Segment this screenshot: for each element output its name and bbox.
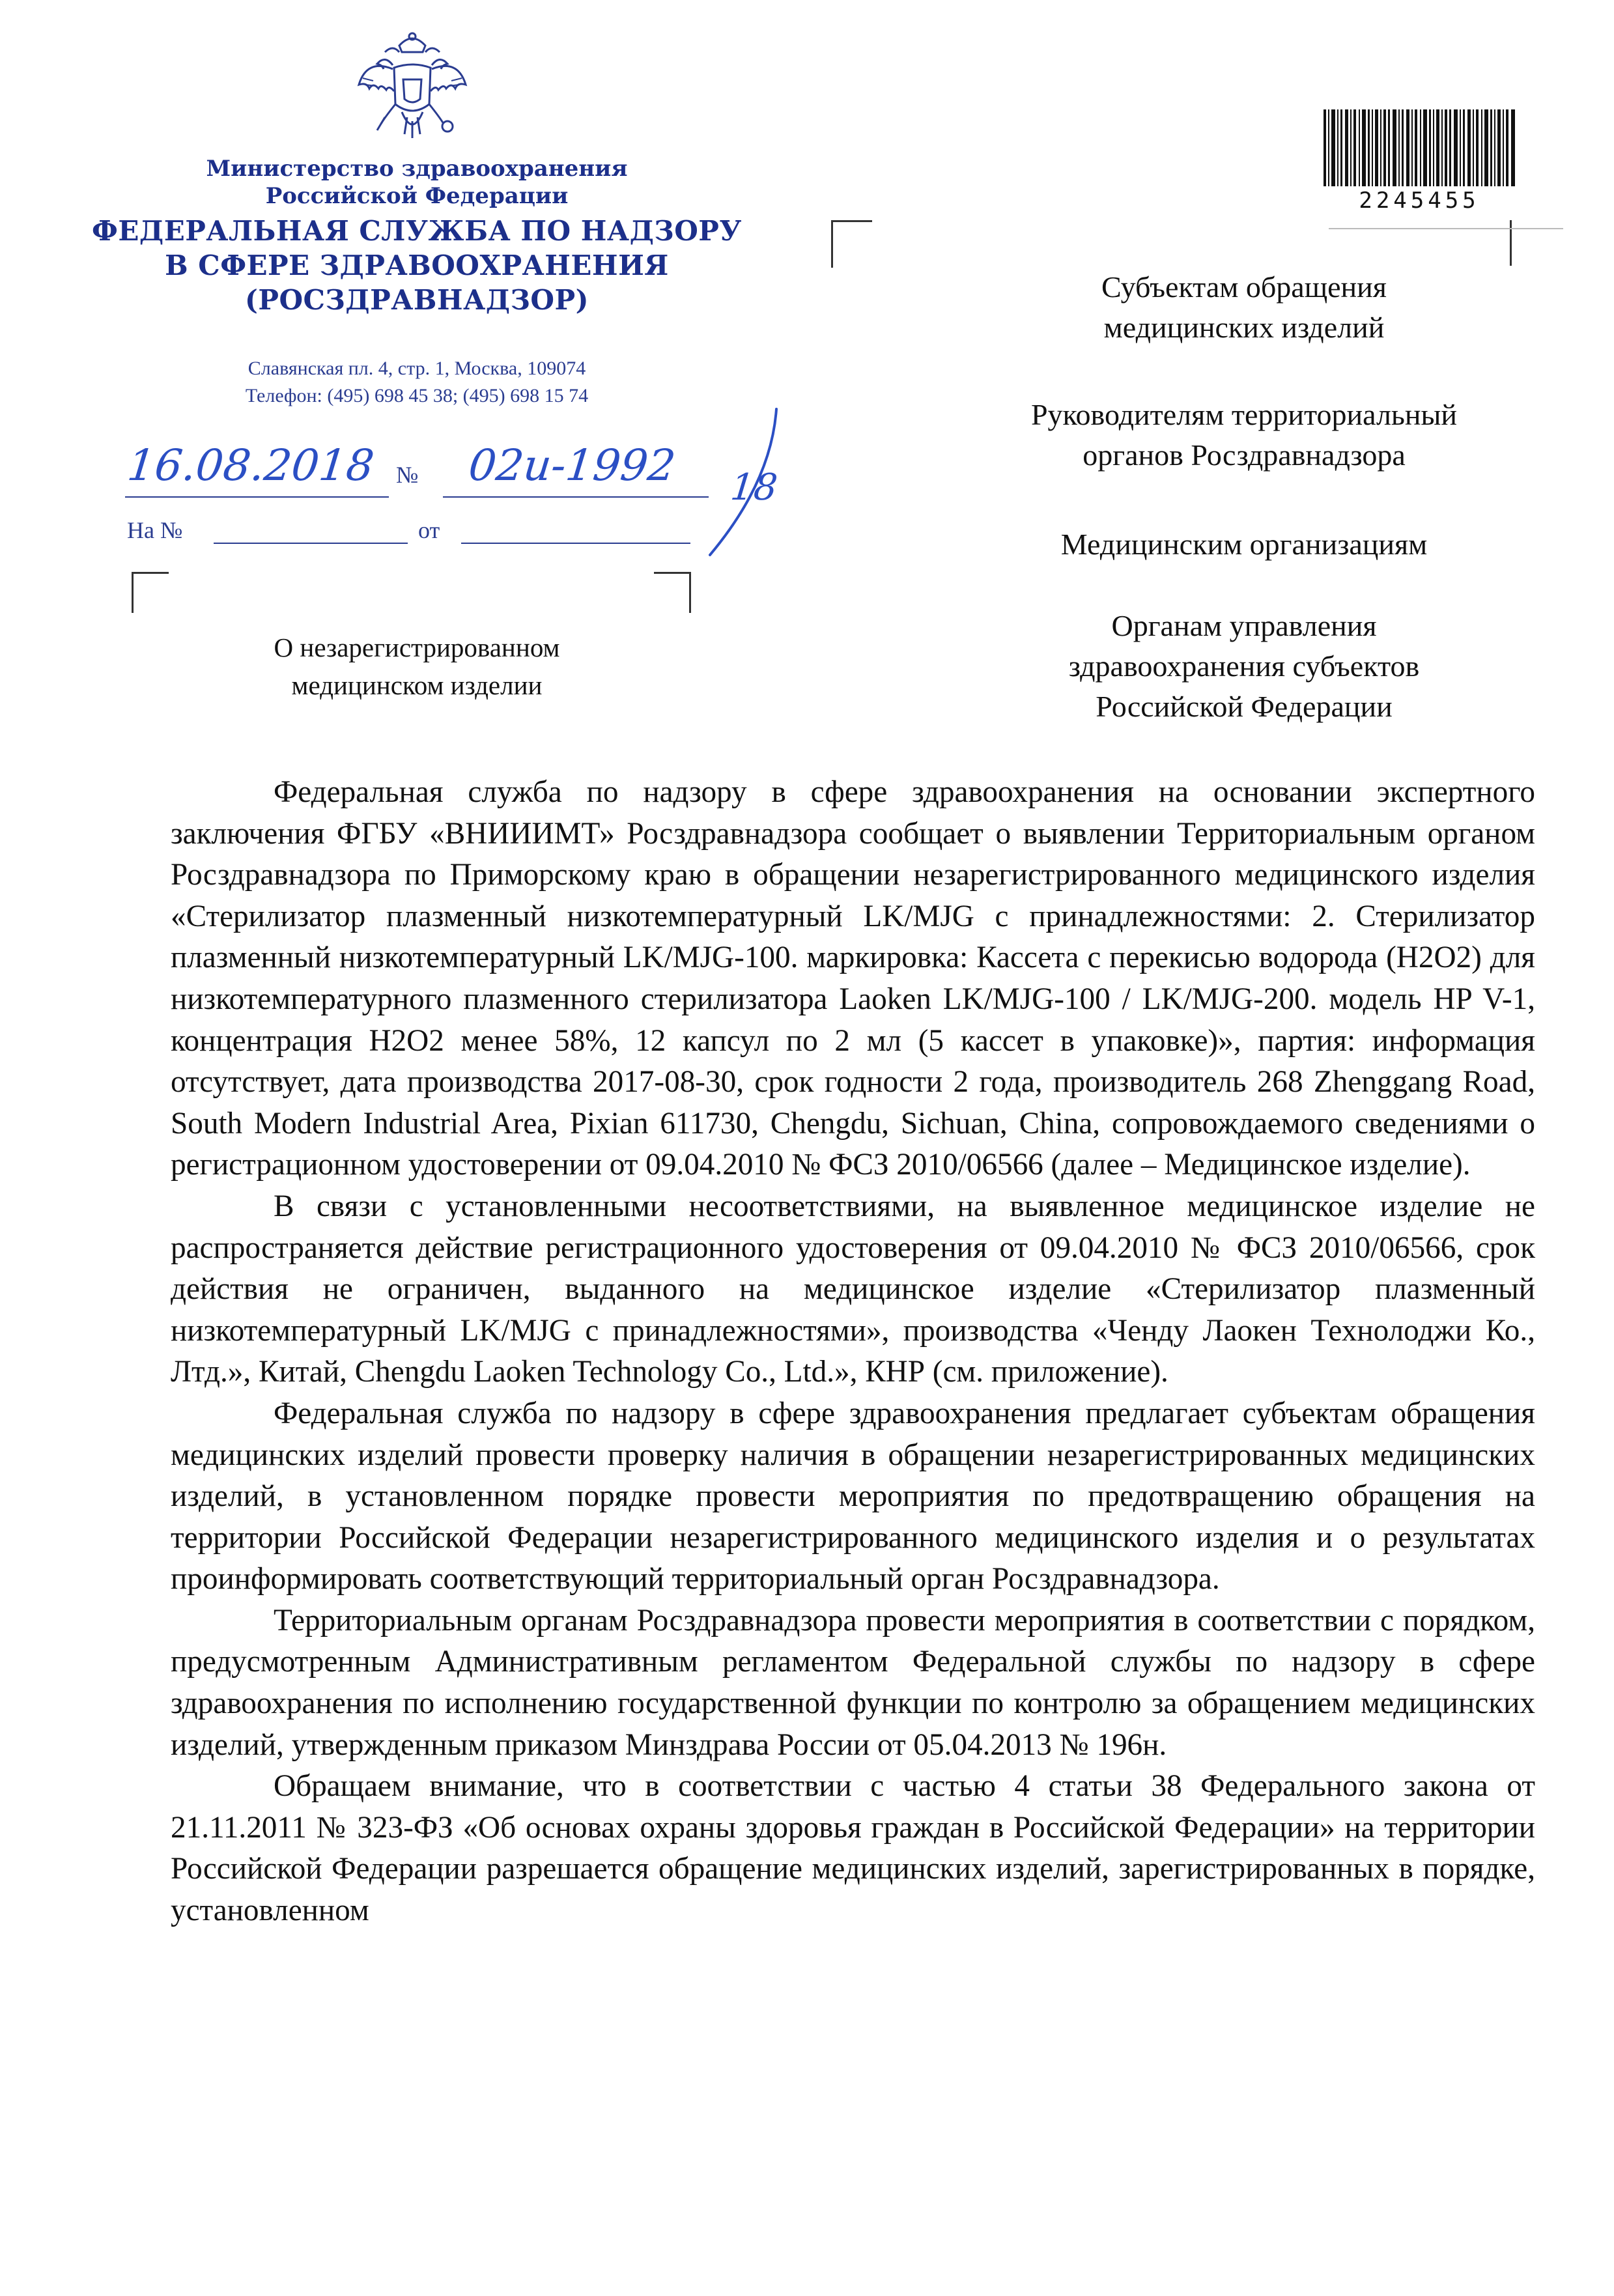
- body-paragraph-4: Территориальным органам Росздравнадзора провести мероприятия в соответствии с порядком, предусмотренным Административным регламентом Федеральной службы по надзору в сфере здравоохранения по исполнению государственной функции по контролю за обращением медицинских изделий, утвержденным приказом Минздрава России от 05.04.2013 № 196н.: [171, 1603, 1535, 1762]
- ref-number-blank: [214, 543, 408, 544]
- barcode-number: 2245455: [1359, 188, 1480, 214]
- phone-line: Телефон: (495) 698 45 38; (495) 698 15 74: [245, 385, 589, 406]
- bracket-top-right: [654, 572, 691, 613]
- service-line-3: (РОСЗДРАВНАДЗОР): [245, 284, 589, 316]
- letter-body: [171, 772, 1535, 1932]
- address-line: Славянская пл. 4, стр. 1, Москва, 109074: [248, 358, 586, 379]
- body-paragraph-3: Федеральная служба по надзору в сфере здравоохранения предлагает субъектам обращения медицинских изделий провести проверку наличия в обращении незарегистрированных медицинских изделий, в установленном порядке провести мероприятия по предотвращению обращения на территории Российской Федерации незарегистрированного медицинского изделия и о результатах проинформировать соответствующий территориальный орган Росздравнадзора.: [171, 1396, 1535, 1596]
- body-paragraph-2: В связи с установленными несоответствиями, на выявленное медицинское изделие не распространяется действие регистрационного удостоверения от 09.04.2010 № ФСЗ 2010/06566, срок действия не ограничен, выданного на медицинское изделие «Стерилизатор плазменный низкотемпературный LK/MJG с принадлежностями», производства «Ченду Лаокен Технолоджи Ко., Лтд.», Китай, Chengdu Laoken Technology Co., Ltd.», КНР (см. приложение).: [171, 1189, 1535, 1389]
- handwritten-date: 16.08.2018: [124, 440, 376, 490]
- service-line-2: В СФЕРЕ ЗДРАВООХРАНЕНИЯ: [165, 249, 669, 281]
- number-underline: [443, 496, 709, 498]
- addressee-4-line-3: Российской Федерации: [1096, 690, 1393, 723]
- addressee-4: [892, 606, 1596, 727]
- addressee-3: [892, 524, 1596, 565]
- addressee-2-line-1: Руководителям территориальный: [1030, 398, 1458, 431]
- service-name: [85, 214, 749, 317]
- letter-subject: [195, 629, 638, 704]
- sender-address: [163, 355, 671, 410]
- addressee-bracket-left: [831, 220, 872, 268]
- bracket-top-left: [132, 572, 169, 613]
- ministry-line-1: Министерство здравоохранения: [206, 156, 628, 182]
- ref-from-label: от: [418, 517, 440, 543]
- subject-line-1: О незарегистрированном: [274, 632, 560, 662]
- addressee-bracket-right: [1510, 220, 1512, 266]
- addressee-4-line-1: Органам управления: [1111, 609, 1377, 642]
- addressee-4-line-2: здравоохранения субъектов: [1068, 649, 1420, 683]
- barcode-divider: [1329, 228, 1563, 229]
- body-paragraph-5: Обращаем внимание, что в соответствии с частью 4 статьи 38 Федерального закона от 21.11.2011 № 323-ФЗ «Об основах охраны здоровья граждан в Российской Федерации» на территории Российской Федерации разрешается обращение медицинских изделий, зарегистрированных в порядке, установленном: [171, 1769, 1535, 1928]
- ref-number-label: На №: [127, 517, 183, 543]
- coat-of-arms-icon: [347, 26, 477, 156]
- addressee-2-line-2: органов Росздравнадзора: [1083, 438, 1406, 472]
- number-sign: №: [396, 462, 419, 488]
- ref-from-blank: [461, 543, 690, 544]
- ministry-line-2: Российской Федерации: [265, 183, 569, 209]
- barcode-icon: [1322, 109, 1516, 193]
- body-paragraph-1: Федеральная служба по надзору в сфере здравоохранения на основании экспертного заключения ФГБУ «ВНИИИМТ» Росздравнадзора сообщает о выявлении Территориальным органом Росздравнадзора по Приморскому краю в обращении незарегистрированного медицинского изделия «Стерилизатор плазменный низкотемпературный LK/MJG с принадлежностями: 2. Стерилизатор плазменный низкотемпературный LK/MJG-100. маркировка: Кассета с перекисью водорода (H2O2) для низкотемпературного плазменного стерилизатора Laoken LK/MJG-100 / LK/MJG-200. модель HP V-1, концентрация H2O2 менее 58%, 12 капсул по 2 мл (5 кассет в упаковке)», партия: информация отсутствует, дата производства 2017-08-30, срок годности 2 года, производитель 268 Zhenggang Road, South Modern Industrial Area, Pixian 611730, Chengdu, Sichuan, China, сопровождаемого сведениями о регистрационном удостоверении от 09.04.2010 № ФСЗ 2010/06566 (далее – Медицинское изделие).: [171, 775, 1535, 1182]
- addressee-1-line-1: Субъектам обращения: [1101, 270, 1387, 304]
- handwritten-number: 02и-1992: [466, 440, 678, 490]
- addressee-1: [892, 267, 1596, 348]
- service-line-1: ФЕДЕРАЛЬНАЯ СЛУЖБА ПО НАДЗОРУ: [92, 215, 742, 247]
- subject-line-2: медицинском изделии: [291, 670, 543, 700]
- addressee-1-line-2: медицинских изделий: [1103, 311, 1385, 344]
- addressee-3-line-1: Медицинским организациям: [1060, 528, 1428, 561]
- addressee-2: [892, 395, 1596, 475]
- ministry-name: [163, 155, 671, 210]
- date-underline: [125, 496, 389, 498]
- handwritten-number-suffix: 18: [728, 466, 780, 509]
